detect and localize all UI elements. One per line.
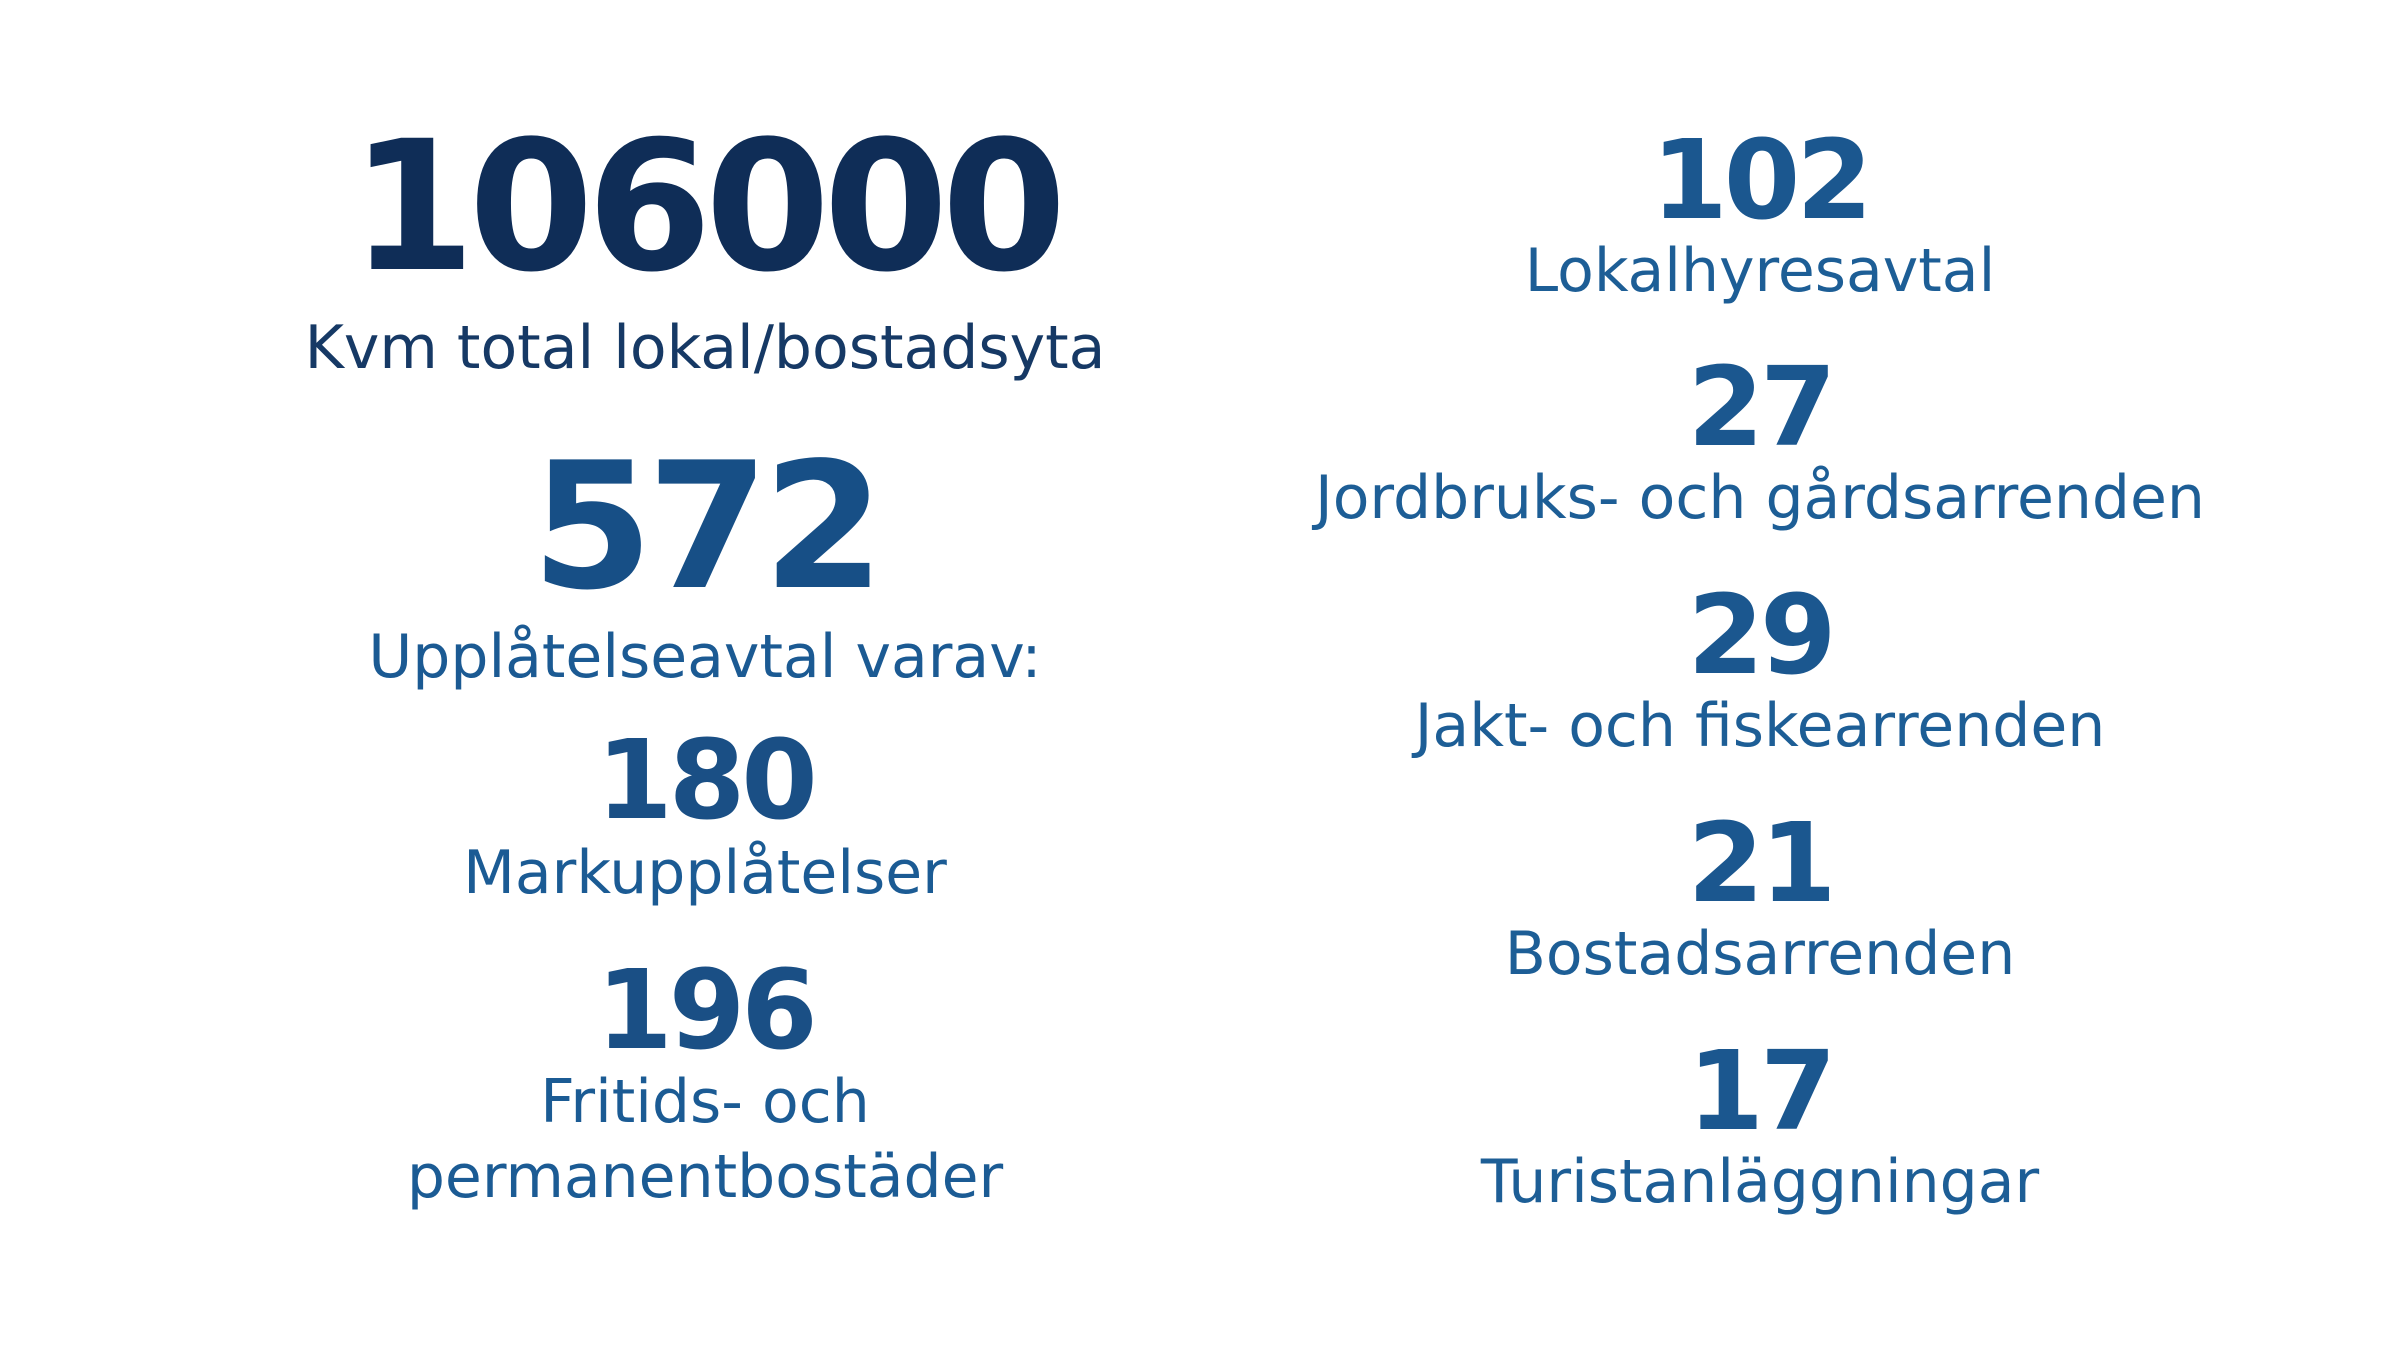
stat-value: 17 [1687,1027,1833,1155]
stat-total-area [140,103,1270,384]
stat-value: 572 [531,426,879,629]
stat-label: Jordbruks- och gårdsarrenden [1315,463,2205,533]
stat-label: Jakt- och fiskearrenden [1414,691,2106,761]
stat-value: 102 [1651,116,1869,244]
stat-label: Kvm total lokal/bostadsyta [304,313,1106,383]
stat-label-line: Fritids- och [540,1067,870,1137]
stat-label: Turistanläggningar [1480,1147,2040,1217]
stat-markupplatelser [140,716,1270,909]
stat-jordbruksarrenden [1220,343,2300,534]
stat-label: Lokalhyresavtal [1524,236,1996,306]
stat-value: 29 [1687,571,1833,699]
stat-label-line: permanentbostäder [406,1142,1004,1212]
stat-bostadsarrenden [1220,799,2300,990]
stat-upplatelseavtal [140,426,1270,693]
stat-label [140,1065,1270,1215]
stat-fritids-permanentbostader [140,946,1270,1215]
stat-jakt-fiskearrenden [1220,571,2300,762]
stat-value: 21 [1687,799,1833,927]
stat-value: 180 [596,716,814,844]
stat-value: 27 [1687,343,1833,471]
stat-label: Markupplåtelser [463,838,947,908]
stat-turistanlaggningar [1220,1027,2300,1218]
stat-value: 196 [596,946,814,1074]
stat-label: Bostadsarrenden [1504,919,2016,989]
stat-label: Upplåtelseavtal varav: [368,622,1042,692]
stat-value: 106000 [350,103,1060,312]
stat-lokalhyresavtal [1220,116,2300,307]
